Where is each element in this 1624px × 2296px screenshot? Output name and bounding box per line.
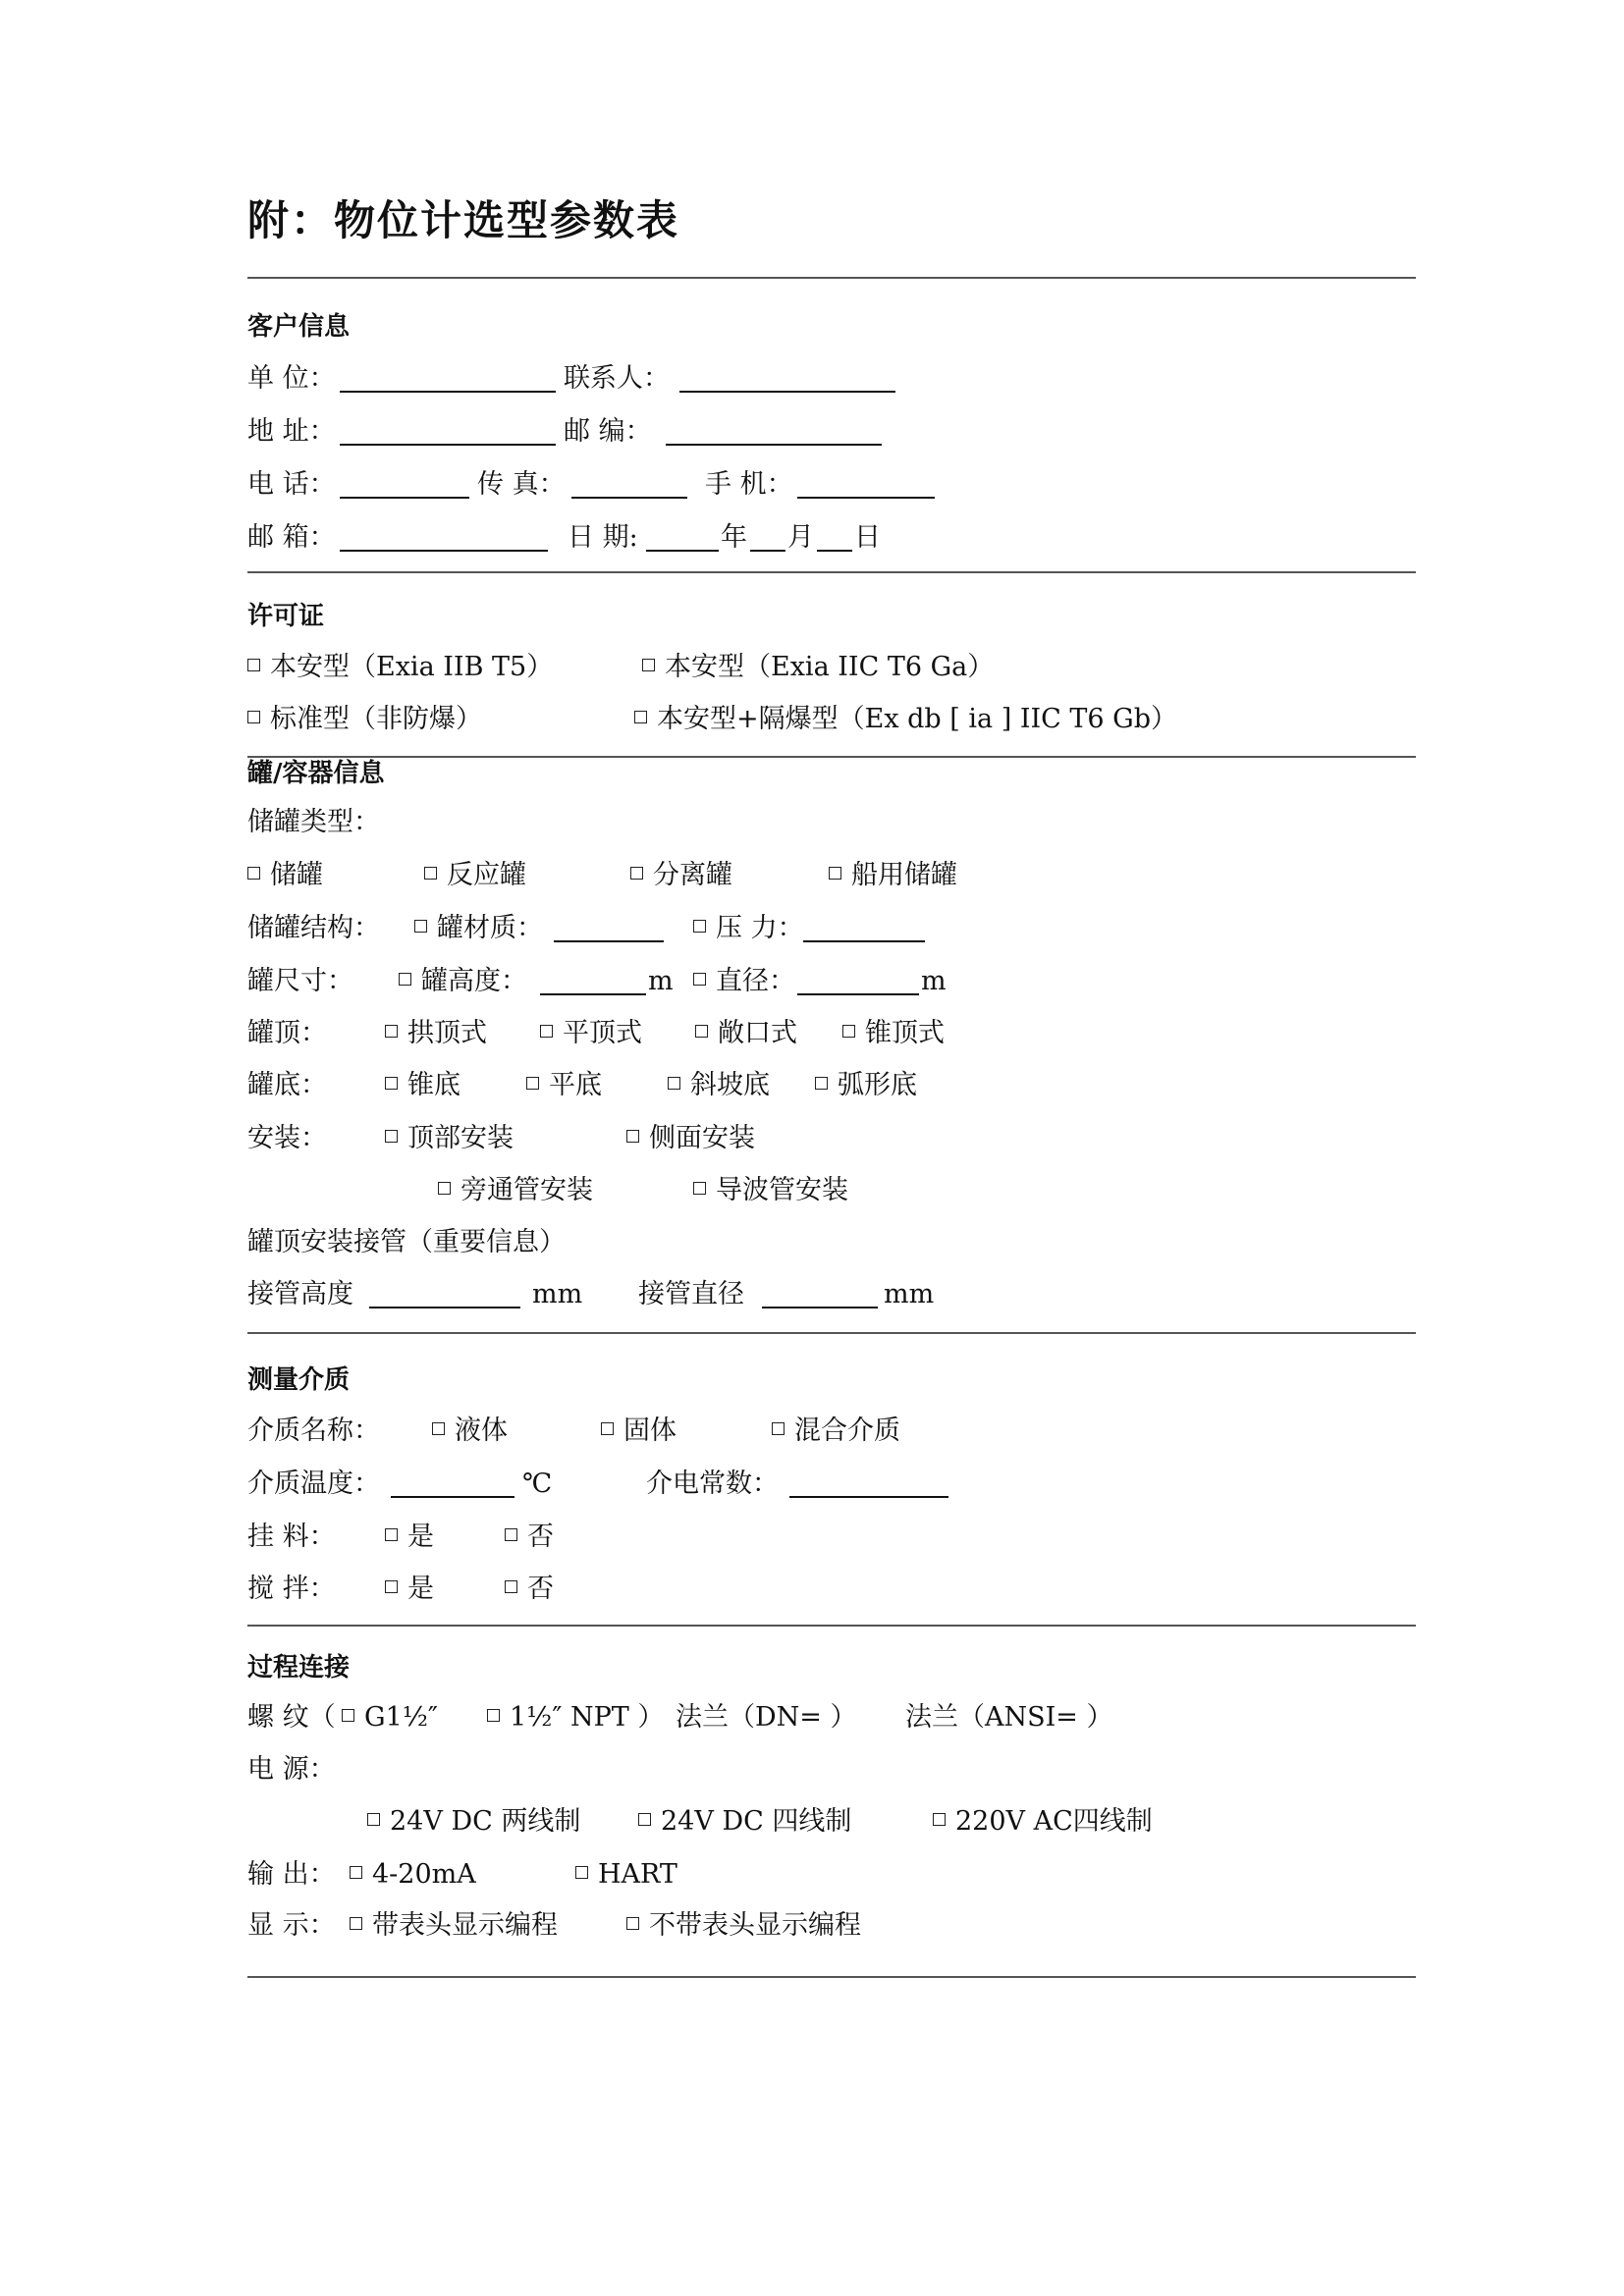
option-bottom-arc[interactable]: 弧形底 bbox=[815, 1068, 917, 1103]
checkbox-icon bbox=[626, 1130, 639, 1143]
label-medium-name: 介质名称： bbox=[247, 1415, 380, 1446]
option-license-exd[interactable]: 本安型+隔爆型（Ex db [ ia ] IIC T6 Gb） bbox=[634, 702, 1177, 737]
option-license-standard[interactable]: 标准型（非防爆） bbox=[247, 702, 482, 737]
fax-field[interactable] bbox=[571, 471, 687, 499]
checkbox-icon bbox=[385, 1528, 398, 1541]
label-install: 安装： bbox=[247, 1123, 327, 1153]
option-bottom-slope[interactable]: 斜坡底 bbox=[668, 1068, 770, 1103]
checkbox-icon bbox=[630, 867, 643, 880]
option-tank-reaction[interactable]: 反应罐 bbox=[424, 858, 526, 893]
option-display-with-head[interactable]: 带表头显示编程 bbox=[350, 1908, 558, 1944]
checkbox-icon bbox=[367, 1813, 380, 1826]
option-medium-mixed[interactable]: 混合介质 bbox=[772, 1414, 900, 1449]
option-power-24v-4wire[interactable]: 24V DC 四线制 bbox=[638, 1804, 851, 1840]
checkbox-icon bbox=[638, 1813, 651, 1826]
option-top-cone[interactable]: 锥顶式 bbox=[842, 1016, 945, 1051]
mobile-field[interactable] bbox=[797, 471, 935, 499]
checkbox-icon bbox=[247, 659, 260, 671]
contact-field[interactable] bbox=[679, 365, 895, 393]
checkbox-icon bbox=[815, 1077, 828, 1090]
divider bbox=[247, 571, 1416, 573]
option-medium-liquid[interactable]: 液体 bbox=[432, 1414, 508, 1449]
option-tank-diameter[interactable]: 直径： bbox=[693, 964, 795, 999]
option-install-stilling-well[interactable]: 导波管安装 bbox=[693, 1173, 848, 1208]
label-nozzle-diameter: 接管直径 bbox=[638, 1279, 744, 1309]
label-output: 输 出： bbox=[247, 1859, 336, 1890]
label-address: 地 址： bbox=[247, 416, 336, 447]
checkbox-icon bbox=[385, 1077, 398, 1090]
dielectric-field[interactable] bbox=[789, 1470, 948, 1498]
option-tank-separation[interactable]: 分离罐 bbox=[630, 858, 732, 893]
option-tank-storage[interactable]: 储罐 bbox=[247, 858, 323, 893]
option-bottom-flat[interactable]: 平底 bbox=[526, 1068, 602, 1103]
checkbox-icon bbox=[829, 867, 841, 880]
divider bbox=[247, 1332, 1416, 1334]
checkbox-icon bbox=[505, 1528, 517, 1541]
tank-height-field[interactable] bbox=[540, 968, 646, 995]
label-month: 月 bbox=[787, 522, 814, 553]
option-tank-height[interactable]: 罐高度： bbox=[399, 964, 527, 999]
checkbox-icon bbox=[385, 1130, 398, 1143]
option-power-24v-2wire[interactable]: 24V DC 两线制 bbox=[367, 1804, 580, 1840]
divider bbox=[247, 756, 1416, 758]
email-field[interactable] bbox=[340, 524, 548, 552]
option-install-bypass[interactable]: 旁通管安装 bbox=[438, 1173, 593, 1208]
unit-field[interactable] bbox=[340, 365, 556, 393]
option-top-open[interactable]: 敞口式 bbox=[695, 1016, 797, 1051]
checkbox-icon bbox=[526, 1077, 539, 1090]
checkbox-icon bbox=[642, 659, 655, 671]
label-unit: 单 位： bbox=[247, 363, 336, 394]
checkbox-icon bbox=[668, 1077, 680, 1090]
tank-diameter-field[interactable] bbox=[797, 968, 919, 995]
option-top-flat[interactable]: 平顶式 bbox=[540, 1016, 642, 1051]
checkbox-icon bbox=[842, 1025, 855, 1038]
section-tank-heading: 罐/容器信息 bbox=[247, 759, 385, 788]
checkbox-icon bbox=[695, 1025, 708, 1038]
checkbox-icon bbox=[342, 1709, 354, 1722]
checkbox-icon bbox=[626, 1917, 639, 1930]
checkbox-icon bbox=[693, 920, 706, 933]
label-nozzle-note: 罐顶安装接管（重要信息） bbox=[247, 1227, 566, 1257]
label-unit-m: m bbox=[921, 966, 947, 996]
checkbox-icon bbox=[505, 1580, 517, 1593]
option-output-4-20ma[interactable]: 4-20mA bbox=[350, 1857, 476, 1893]
label-tank-structure: 储罐结构： bbox=[247, 913, 380, 943]
pressure-field[interactable] bbox=[803, 915, 925, 942]
label-unit-mm: mm bbox=[532, 1279, 583, 1309]
label-flange-dn[interactable]: 法兰（DN= ） bbox=[676, 1702, 857, 1733]
year-field[interactable] bbox=[646, 524, 719, 552]
divider bbox=[247, 1976, 1416, 1978]
option-coating-no[interactable]: 否 bbox=[505, 1520, 554, 1555]
postcode-field[interactable] bbox=[666, 418, 882, 446]
checkbox-icon bbox=[399, 973, 411, 986]
label-phone: 电 话： bbox=[247, 469, 336, 500]
option-tank-pressure[interactable]: 压 力： bbox=[693, 911, 804, 946]
checkbox-icon bbox=[601, 1422, 614, 1435]
label-tank-size: 罐尺寸： bbox=[247, 966, 353, 996]
option-install-side[interactable]: 侧面安装 bbox=[626, 1121, 755, 1156]
option-power-220v-4wire[interactable]: 220V AC四线制 bbox=[933, 1804, 1153, 1840]
checkbox-icon bbox=[385, 1580, 398, 1593]
day-field[interactable] bbox=[817, 524, 852, 552]
temperature-field[interactable] bbox=[391, 1470, 514, 1498]
checkbox-icon bbox=[693, 973, 706, 986]
option-top-dome[interactable]: 拱顶式 bbox=[385, 1016, 487, 1051]
option-coating-yes[interactable]: 是 bbox=[385, 1520, 434, 1555]
option-medium-solid[interactable]: 固体 bbox=[601, 1414, 677, 1449]
label-dielectric: 介电常数： bbox=[646, 1468, 779, 1499]
label-unit-mm: mm bbox=[884, 1279, 935, 1309]
checkbox-icon bbox=[350, 1866, 362, 1879]
option-thread-npt[interactable]: 1½″ NPT ） bbox=[487, 1700, 664, 1735]
nozzle-diameter-field[interactable] bbox=[762, 1281, 878, 1308]
checkbox-icon bbox=[247, 711, 260, 723]
option-bottom-cone[interactable]: 锥底 bbox=[385, 1068, 460, 1103]
option-stir-no[interactable]: 否 bbox=[505, 1572, 554, 1607]
label-mobile: 手 机： bbox=[705, 469, 793, 500]
divider bbox=[247, 277, 1416, 279]
checkbox-icon bbox=[540, 1025, 553, 1038]
option-display-without-head[interactable]: 不带表头显示编程 bbox=[626, 1908, 861, 1944]
checkbox-icon bbox=[575, 1866, 588, 1879]
label-postcode: 邮 编： bbox=[564, 416, 652, 447]
label-power: 电 源： bbox=[247, 1754, 336, 1785]
section-medium-heading: 测量介质 bbox=[247, 1365, 351, 1395]
label-unit-m: m bbox=[648, 966, 674, 996]
month-field[interactable] bbox=[750, 524, 785, 552]
label-year: 年 bbox=[721, 522, 747, 553]
option-license-exia-iib[interactable]: 本安型（Exia IIB T5） bbox=[247, 650, 553, 685]
material-field[interactable] bbox=[554, 915, 664, 942]
label-temp-unit: ℃ bbox=[522, 1468, 553, 1499]
checkbox-icon bbox=[772, 1422, 785, 1435]
page-title: 附：物位计选型参数表 bbox=[247, 196, 680, 244]
checkbox-icon bbox=[247, 867, 260, 880]
checkbox-icon bbox=[424, 867, 437, 880]
checkbox-icon bbox=[414, 920, 427, 933]
label-fax: 传 真： bbox=[477, 469, 566, 500]
label-date: 日 期: bbox=[568, 522, 638, 553]
label-nozzle-height: 接管高度 bbox=[247, 1279, 353, 1309]
checkbox-icon bbox=[634, 711, 647, 723]
label-tank-type: 储罐类型： bbox=[247, 807, 380, 837]
label-flange-ansi[interactable]: 法兰（ANSI= ） bbox=[905, 1702, 1113, 1733]
checkbox-icon bbox=[438, 1182, 451, 1195]
checkbox-icon bbox=[385, 1025, 398, 1038]
option-thread-g[interactable]: G1½″ bbox=[342, 1700, 438, 1735]
section-customer-heading: 客户信息 bbox=[247, 312, 351, 342]
label-day: 日 bbox=[854, 522, 881, 553]
label-coating: 挂 料： bbox=[247, 1522, 336, 1552]
label-display: 显 示： bbox=[247, 1910, 336, 1941]
label-stir: 搅 拌： bbox=[247, 1574, 336, 1604]
phone-field[interactable] bbox=[340, 471, 469, 499]
label-email: 邮 箱： bbox=[247, 522, 336, 553]
option-output-hart[interactable]: HART bbox=[575, 1857, 677, 1893]
option-install-top[interactable]: 顶部安装 bbox=[385, 1121, 514, 1156]
section-license-heading: 许可证 bbox=[247, 602, 325, 631]
nozzle-height-field[interactable] bbox=[369, 1281, 520, 1308]
option-tank-marine[interactable]: 船用储罐 bbox=[829, 858, 957, 893]
label-thread: 螺 纹（ bbox=[247, 1702, 336, 1733]
checkbox-icon bbox=[487, 1709, 500, 1722]
checkbox-icon bbox=[432, 1422, 445, 1435]
checkbox-icon bbox=[933, 1813, 946, 1826]
checkbox-icon bbox=[693, 1182, 706, 1195]
label-tank-top: 罐顶： bbox=[247, 1018, 327, 1048]
label-tank-bottom: 罐底： bbox=[247, 1070, 327, 1100]
section-process-heading: 过程连接 bbox=[247, 1653, 351, 1682]
label-contact: 联系人： bbox=[564, 363, 670, 394]
label-medium-temp: 介质温度： bbox=[247, 1468, 380, 1499]
address-field[interactable] bbox=[340, 418, 556, 446]
option-stir-yes[interactable]: 是 bbox=[385, 1572, 434, 1607]
option-tank-material[interactable]: 罐材质： bbox=[414, 911, 543, 946]
divider bbox=[247, 1625, 1416, 1627]
option-license-exia-iic[interactable]: 本安型（Exia IIC T6 Ga） bbox=[642, 650, 994, 685]
checkbox-icon bbox=[350, 1917, 362, 1930]
